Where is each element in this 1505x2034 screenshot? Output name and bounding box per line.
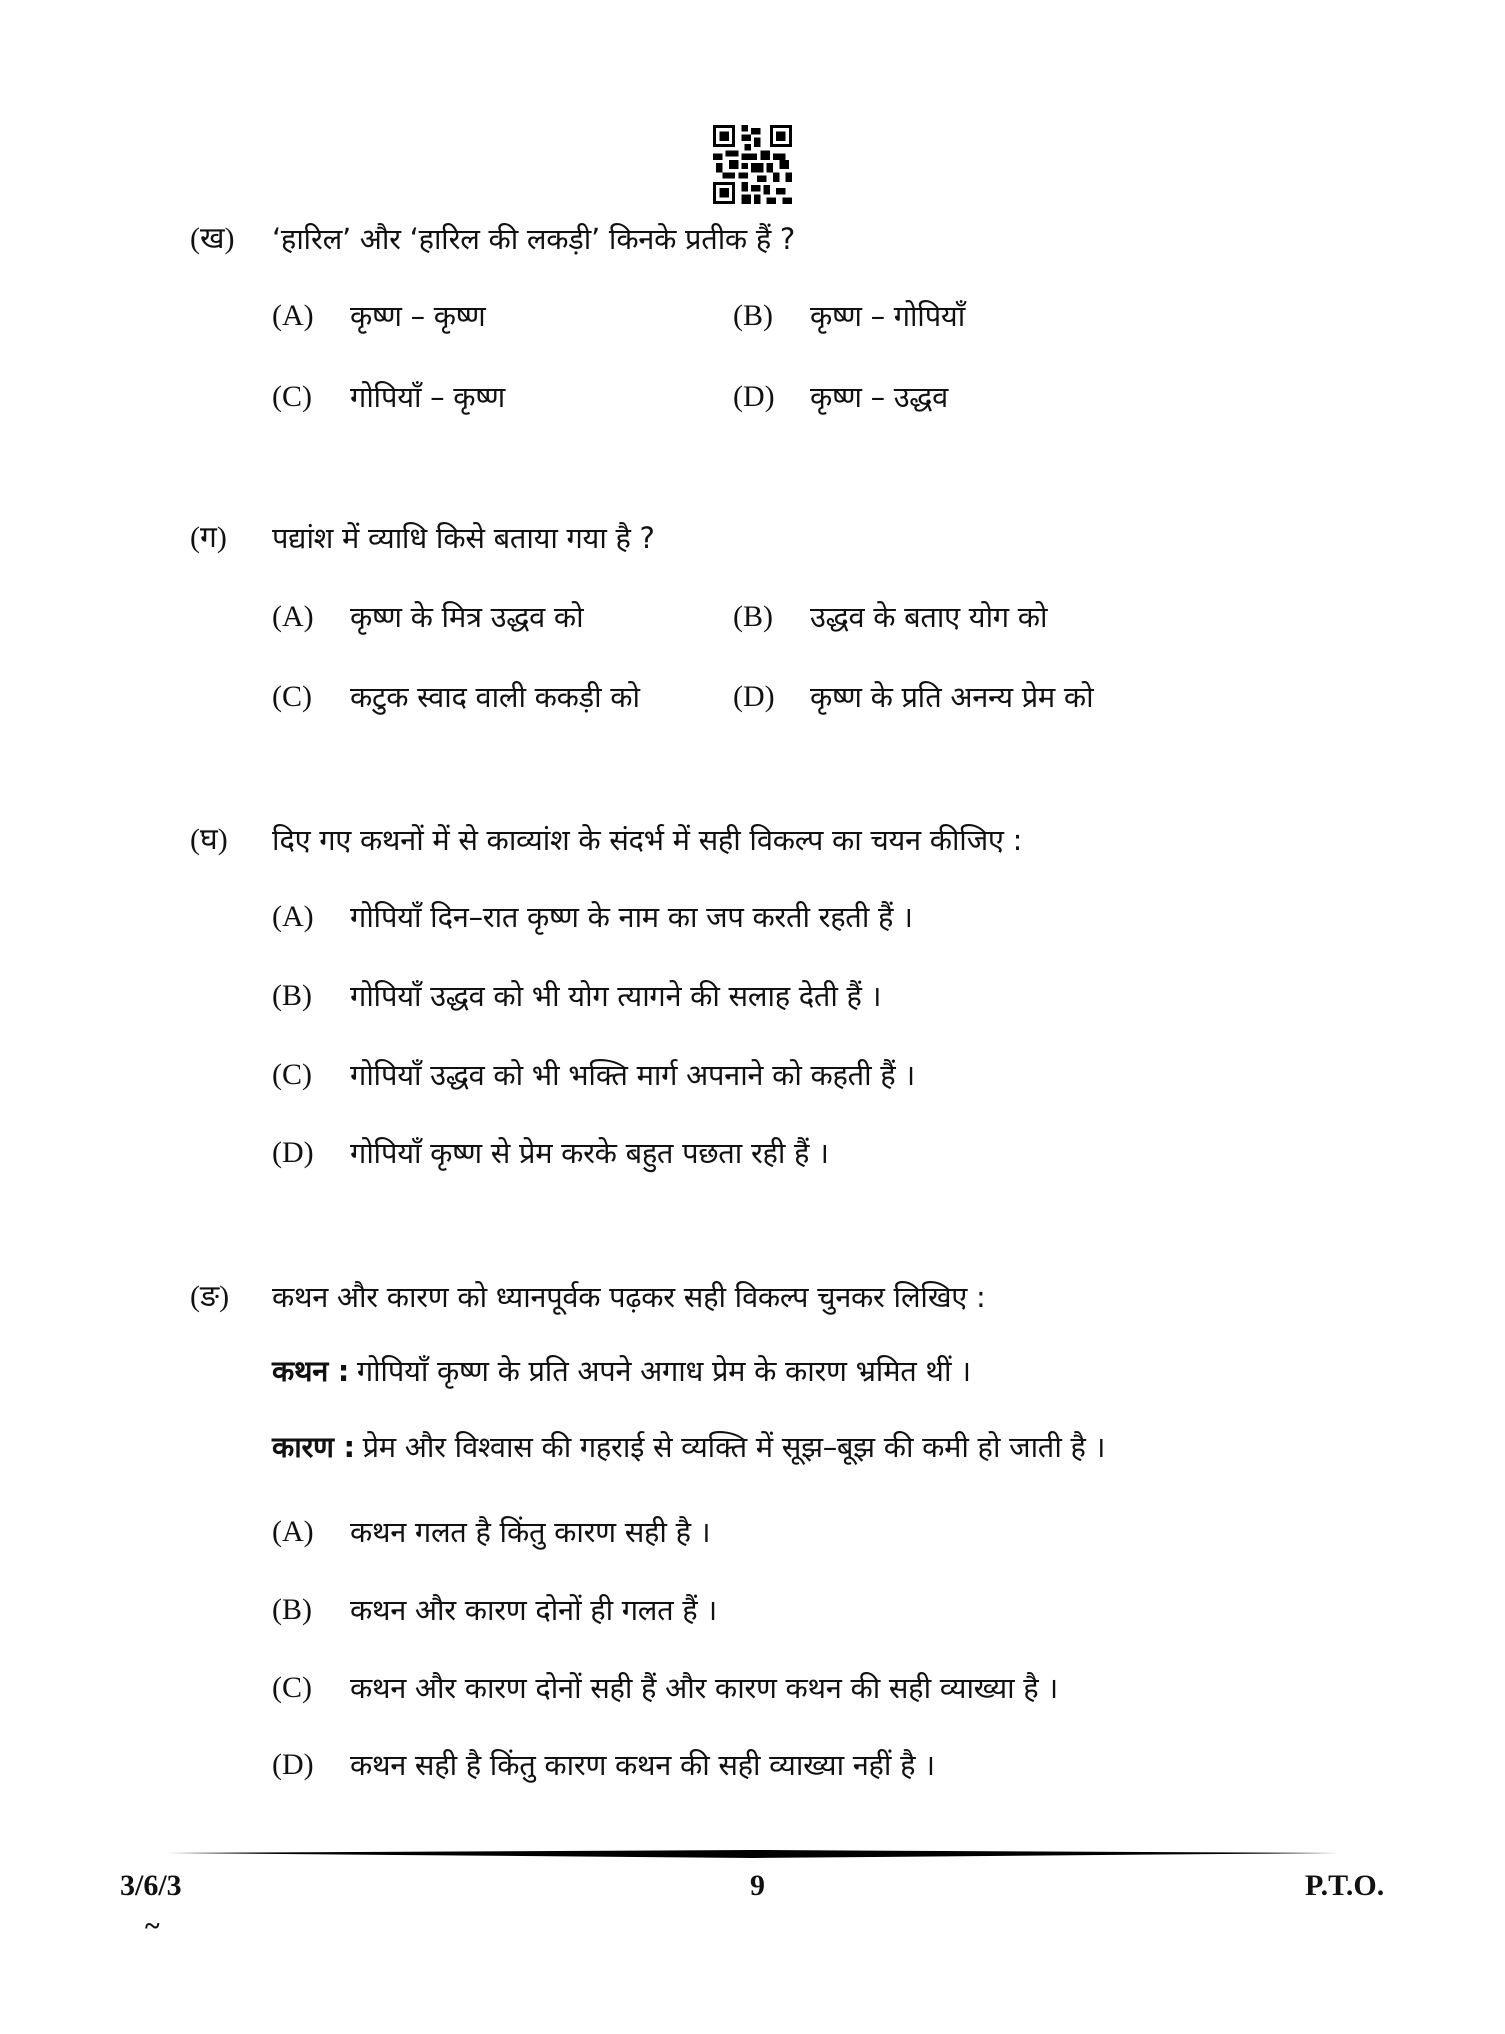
option-text: कृष्ण के मित्र उद्धव को (350, 600, 584, 634)
option-text: कथन गलत है किंतु कारण सही है । (350, 1515, 711, 1549)
ga-option-b-label (733, 597, 773, 637)
question-text: पद्यांश में व्याधि किसे बताया गया है ? (272, 521, 655, 555)
option-text: कृष्ण – गोपियाँ (810, 299, 965, 333)
assertion-line (272, 1351, 971, 1391)
nga-option-d (350, 1745, 935, 1785)
reason-label: कारण : (272, 1430, 355, 1464)
option-label: (B) (272, 1593, 312, 1626)
ga-option-c (350, 677, 640, 717)
kha-option-a (350, 296, 485, 336)
question-label: (ख) (190, 222, 235, 255)
option-label: (A) (272, 900, 314, 933)
gha-option-d (350, 1133, 829, 1173)
option-text: कृष्ण – उद्धव (810, 380, 949, 414)
question-gha-text (272, 820, 1022, 860)
reason-text: प्रेम और विश्वास की गहराई से व्यक्ति में सूझ–बूझ की कमी हो जाती है । (362, 1430, 1106, 1464)
nga-option-b (350, 1590, 717, 1630)
option-text: गोपियाँ – कृष्ण (350, 380, 505, 414)
option-text: गोपियाँ उद्धव को भी भक्ति मार्ग अपनाने को कहती हैं । (350, 1058, 915, 1092)
kha-option-d (810, 377, 948, 417)
footer-divider (168, 1850, 1338, 1858)
question-text: ‘हारिल’ और ‘हारिल की लकड़ी’ किनके प्रतीक हैं ? (272, 222, 795, 256)
option-label: (B) (733, 299, 773, 332)
gha-option-a-label (272, 897, 314, 937)
option-text: कटुक स्वाद वाली ककड़ी को (350, 680, 640, 714)
gha-option-c (350, 1055, 915, 1095)
assertion-text: गोपियाँ कृष्ण के प्रति अपने अगाध प्रेम के कारण भ्रमित थीं । (356, 1354, 971, 1388)
question-kha-text (272, 219, 795, 259)
kha-option-a-label (272, 296, 314, 336)
paper-code: 3/6/3 (120, 1869, 182, 1902)
assertion-label: कथन : (272, 1354, 350, 1388)
option-text: कथन और कारण दोनों ही गलत हैं । (350, 1593, 718, 1627)
option-label: (B) (733, 600, 773, 633)
gha-option-d-label (272, 1133, 314, 1173)
option-label: (C) (272, 1058, 312, 1091)
kha-option-c (350, 377, 505, 417)
option-label: (C) (272, 680, 312, 713)
kha-option-c-label (272, 377, 312, 417)
option-label: (A) (272, 1515, 314, 1548)
nga-option-c-label (272, 1668, 312, 1708)
question-label: (ङ) (190, 1280, 230, 1313)
nga-option-a (350, 1512, 710, 1552)
option-text: कृष्ण – कृष्ण (350, 299, 486, 333)
nga-option-d-label (272, 1745, 314, 1785)
kha-option-b (810, 296, 965, 336)
ga-option-a (350, 597, 583, 637)
question-gha-label (190, 820, 228, 860)
kha-option-d-label (733, 377, 775, 417)
question-ga-label (190, 518, 227, 558)
question-text: कथन और कारण को ध्यानपूर्वक पढ़कर सही विकल्प चुनकर लिखिए : (272, 1280, 986, 1314)
option-text: कथन और कारण दोनों सही हैं और कारण कथन की सही व्याख्या है । (350, 1671, 1058, 1705)
qr-code-icon (712, 125, 793, 204)
question-ga-text (272, 518, 655, 558)
question-nga-text (272, 1277, 985, 1317)
option-text: गोपियाँ कृष्ण से प्रेम करके बहुत पछता रही हैं । (350, 1136, 829, 1170)
tilde-mark: ~ (145, 1911, 160, 1942)
nga-option-b-label (272, 1590, 312, 1630)
ga-option-d-label (733, 677, 775, 717)
gha-option-a (350, 897, 913, 937)
option-text: गोपियाँ दिन–रात कृष्ण के नाम का जप करती रहती हैं । (350, 900, 913, 934)
option-label: (D) (272, 1748, 314, 1781)
ga-option-d (810, 677, 1093, 717)
gha-option-c-label (272, 1055, 312, 1095)
question-kha-label (190, 219, 235, 259)
pto-label: P.T.O. (1305, 1869, 1385, 1902)
gha-option-b-label (272, 976, 312, 1016)
ga-option-a-label (272, 597, 314, 637)
option-label: (C) (272, 380, 312, 413)
ga-option-c-label (272, 677, 312, 717)
nga-option-a-label (272, 1512, 314, 1552)
question-text: दिए गए कथनों में से काव्यांश के संदर्भ में सही विकल्प का चयन कीजिए : (272, 823, 1023, 857)
option-text: गोपियाँ उद्धव को भी योग त्यागने की सलाह देती हैं । (350, 979, 882, 1013)
nga-option-c (350, 1668, 1058, 1708)
page-number: 9 (750, 1869, 765, 1902)
option-label: (D) (733, 680, 775, 713)
option-text: कृष्ण के प्रति अनन्य प्रेम को (810, 680, 1094, 714)
reason-line (272, 1427, 1105, 1467)
option-label: (A) (272, 600, 314, 633)
option-label: (D) (272, 1136, 314, 1169)
option-label: (A) (272, 299, 314, 332)
option-label: (C) (272, 1671, 312, 1704)
option-label: (B) (272, 979, 312, 1012)
ga-option-b (810, 597, 1047, 637)
kha-option-b-label (733, 296, 773, 336)
question-label: (ग) (190, 521, 227, 554)
option-text: उद्धव के बताए योग को (810, 600, 1048, 634)
question-label: (घ) (190, 823, 228, 856)
option-label: (D) (733, 380, 775, 413)
gha-option-b (350, 976, 881, 1016)
option-text: कथन सही है किंतु कारण कथन की सही व्याख्या नहीं है । (350, 1748, 935, 1782)
question-nga-label (190, 1277, 229, 1317)
